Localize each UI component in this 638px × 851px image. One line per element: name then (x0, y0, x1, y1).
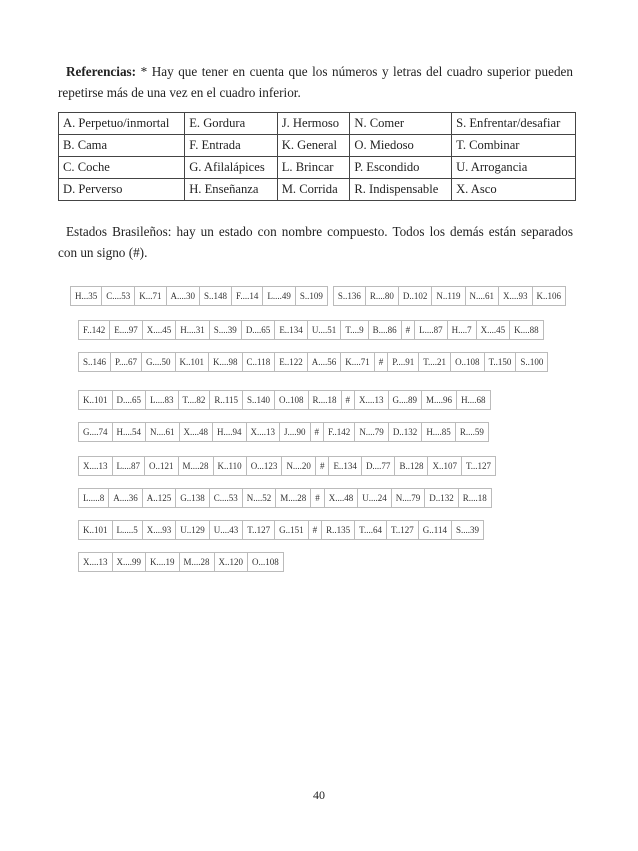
code-cell: R....18 (458, 488, 492, 508)
code-cell: T....82 (178, 390, 211, 410)
code-cell: O..108 (274, 390, 309, 410)
code-cell: A..125 (142, 488, 177, 508)
code-cell: D....77 (361, 456, 396, 476)
code-cell: D..132 (388, 422, 423, 442)
reference-cell: F. Entrada (185, 135, 278, 157)
code-cell: H....68 (456, 390, 491, 410)
code-cell: O...108 (247, 552, 284, 572)
code-cell: L....49 (262, 286, 296, 306)
code-cell: C....53 (101, 286, 135, 306)
page-number: 40 (313, 788, 325, 802)
code-cell: S..140 (242, 390, 275, 410)
code-cell: M....28 (179, 552, 215, 572)
reference-row (59, 179, 576, 201)
code-cell: K..101 (175, 352, 210, 372)
reference-cell: O. Miedoso (350, 135, 452, 157)
code-row (78, 552, 283, 572)
code-cell: X..120 (214, 552, 249, 572)
code-cell: T....21 (418, 352, 451, 372)
code-cell: D..102 (398, 286, 433, 306)
separator-cell: # (374, 352, 389, 372)
code-cell: G....74 (78, 422, 113, 442)
reference-table (58, 112, 576, 201)
code-cell: G....50 (141, 352, 176, 372)
code-cell: E..134 (328, 456, 362, 476)
code-row (78, 390, 490, 410)
separator-cell: # (401, 320, 416, 340)
code-cell: A....36 (108, 488, 143, 508)
code-cell: S..100 (515, 352, 548, 372)
code-cell: L.....5 (112, 520, 143, 540)
code-cell: X....93 (142, 520, 177, 540)
code-cell: O..121 (144, 456, 179, 476)
code-cell: X....13 (78, 552, 113, 572)
code-cell: T....64 (354, 520, 387, 540)
code-cell: O...123 (246, 456, 283, 476)
reference-cell: T. Combinar (452, 135, 576, 157)
code-cell: K..110 (213, 456, 247, 476)
code-cell: X....93 (498, 286, 533, 306)
code-cell: E....97 (109, 320, 143, 340)
code-cell: H....31 (175, 320, 210, 340)
reference-cell: E. Gordura (185, 113, 278, 135)
reference-row (59, 157, 576, 179)
code-cell: S....39 (209, 320, 242, 340)
code-cell: L....87 (112, 456, 146, 476)
code-cell: K....98 (208, 352, 243, 372)
code-row (78, 352, 547, 372)
code-cell: L....83 (145, 390, 179, 410)
code-cell: G....89 (388, 390, 423, 410)
code-cell: L....87 (414, 320, 448, 340)
code-cell: M....96 (421, 390, 457, 410)
code-cell: X....45 (142, 320, 177, 340)
code-cell: N..119 (431, 286, 465, 306)
code-cell: U....51 (307, 320, 342, 340)
code-cell: H....7 (447, 320, 477, 340)
code-row (78, 520, 483, 540)
code-cell: M....28 (275, 488, 311, 508)
code-cell: G..138 (175, 488, 210, 508)
code-cell: H...35 (70, 286, 102, 306)
code-cell: R....18 (308, 390, 342, 410)
reference-cell: K. General (277, 135, 350, 157)
code-cell: X....48 (179, 422, 214, 442)
references-paragraph (58, 61, 573, 103)
reference-cell: U. Arrogancia (452, 157, 576, 179)
code-cell: F....14 (231, 286, 263, 306)
code-cell: T...127 (461, 456, 496, 476)
code-row (78, 456, 495, 476)
code-cell: S..136 (333, 286, 366, 306)
code-cell: K....88 (509, 320, 544, 340)
code-cell: J....90 (279, 422, 311, 442)
code-cell: H....54 (112, 422, 147, 442)
code-cell: R....59 (455, 422, 489, 442)
reference-row (59, 135, 576, 157)
code-cell: K..106 (532, 286, 567, 306)
code-cell: N....52 (242, 488, 277, 508)
code-cell: B....86 (368, 320, 402, 340)
reference-cell: N. Comer (350, 113, 452, 135)
code-cell: R..135 (321, 520, 355, 540)
code-cell: D....65 (241, 320, 276, 340)
states-paragraph: Estados Brasileños: hay un estado con nombre compuesto. Todos los demás están separados con un signo (#). (58, 224, 573, 260)
code-cell: E..134 (274, 320, 308, 340)
code-cell: X....45 (476, 320, 511, 340)
code-cell: T..127 (242, 520, 275, 540)
code-cell: N....61 (145, 422, 180, 442)
code-cell: X....13 (354, 390, 389, 410)
reference-cell: H. Enseñanza (185, 179, 278, 201)
code-cell: T..150 (484, 352, 517, 372)
reference-cell: B. Cama (59, 135, 185, 157)
code-row (78, 422, 488, 442)
code-cell: K....71 (340, 352, 375, 372)
reference-cell: S. Enfrentar/desafiar (452, 113, 576, 135)
reference-cell: L. Brincar (277, 157, 350, 179)
code-cell: A....56 (307, 352, 342, 372)
references-text: * Hay que tener en cuenta que los números y letras del cuadro superior pueden repetirse más de una vez en el cuadro inferior. (58, 64, 573, 100)
references-label: Referencias: (66, 64, 137, 79)
code-cell: R....80 (365, 286, 399, 306)
reference-cell: X. Asco (452, 179, 576, 201)
reference-cell: P. Escondido (350, 157, 452, 179)
separator-cell: # (315, 456, 330, 476)
reference-cell: R. Indispensable (350, 179, 452, 201)
code-cell: U....24 (357, 488, 392, 508)
reference-cell: D. Perverso (59, 179, 185, 201)
code-cell: F..142 (323, 422, 355, 442)
code-cell: K....19 (145, 552, 180, 572)
separator-cell: # (308, 520, 323, 540)
code-cell: A....30 (166, 286, 201, 306)
code-cell: C....53 (209, 488, 243, 508)
separator-cell: # (310, 488, 325, 508)
code-cell: S....39 (451, 520, 484, 540)
code-cell: U..129 (175, 520, 210, 540)
code-cell: H....85 (421, 422, 456, 442)
code-cell: H....94 (212, 422, 247, 442)
code-cell: C..118 (242, 352, 276, 372)
code-cell: P....67 (110, 352, 142, 372)
reference-cell: A. Perpetuo/inmortal (59, 113, 185, 135)
code-cell: X....13 (246, 422, 281, 442)
code-cell: E..122 (274, 352, 308, 372)
code-cell: R..115 (209, 390, 243, 410)
code-cell: D..132 (424, 488, 459, 508)
reference-row (59, 113, 576, 135)
code-cell: X....99 (112, 552, 147, 572)
code-cell: S..109 (295, 286, 328, 306)
code-cell: X..107 (427, 456, 462, 476)
code-row (70, 286, 565, 306)
code-cell: P....91 (387, 352, 419, 372)
code-cell: N....79 (391, 488, 426, 508)
code-cell: B..128 (394, 456, 428, 476)
code-cell: X....13 (78, 456, 113, 476)
code-cell: X....48 (324, 488, 359, 508)
code-cell: T....9 (340, 320, 368, 340)
code-cell: U....43 (209, 520, 244, 540)
reference-cell: J. Hermoso (277, 113, 350, 135)
code-cell: N....61 (465, 286, 500, 306)
code-cell: G..114 (418, 520, 452, 540)
code-cell: G..151 (274, 520, 309, 540)
code-cell: K..101 (78, 520, 113, 540)
code-cell: F..142 (78, 320, 110, 340)
code-cell: N....20 (281, 456, 316, 476)
code-cell: T..127 (386, 520, 419, 540)
code-cell: N....79 (354, 422, 389, 442)
code-cell: L.....8 (78, 488, 109, 508)
code-cell: D....65 (112, 390, 147, 410)
reference-cell: M. Corrida (277, 179, 350, 201)
code-cell: M....28 (178, 456, 214, 476)
code-cell: S..148 (199, 286, 232, 306)
code-cell: K...71 (134, 286, 166, 306)
reference-cell: C. Coche (59, 157, 185, 179)
code-cell: O..108 (450, 352, 485, 372)
separator-cell: # (341, 390, 356, 410)
code-row (78, 488, 491, 508)
code-row (78, 320, 543, 340)
code-cell: S..146 (78, 352, 111, 372)
code-cell: K..101 (78, 390, 113, 410)
separator-cell: # (310, 422, 325, 442)
reference-cell: G. Afilalápices (185, 157, 278, 179)
